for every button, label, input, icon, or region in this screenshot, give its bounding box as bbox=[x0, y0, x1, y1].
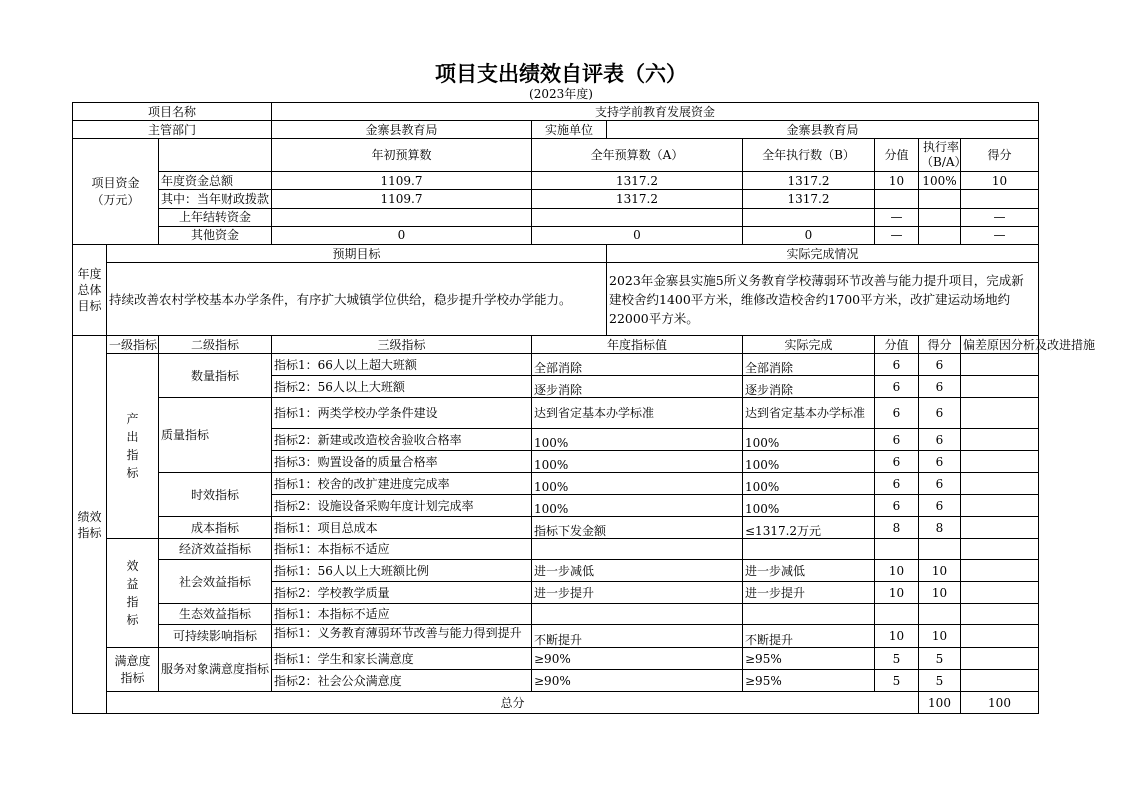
indicator-note bbox=[961, 604, 1039, 625]
indicator-note bbox=[961, 670, 1039, 692]
indicator-score-value: 5 bbox=[875, 648, 919, 670]
page-title: 项目支出绩效自评表（六） bbox=[435, 62, 687, 86]
indicator-actual: 达到省定基本办学标准 bbox=[743, 398, 875, 429]
indicator-target: 进一步减低 bbox=[532, 560, 743, 582]
perf-header-target: 年度指标值 bbox=[532, 336, 743, 354]
indicator-name: 指标2：社会公众满意度 bbox=[272, 670, 532, 692]
indicator-score: 6 bbox=[919, 354, 961, 376]
indicator-score-value: 6 bbox=[875, 495, 919, 517]
indicator-actual: ≥95% bbox=[743, 670, 875, 692]
indicator-name: 指标2：新建或改造校舍验收合格率 bbox=[272, 429, 532, 451]
indicator-score: 6 bbox=[919, 473, 961, 495]
fund-row-annual: 1317.2 bbox=[532, 172, 743, 190]
total-score-value: 100 bbox=[919, 692, 961, 714]
unit-value: 金寨县教育局 bbox=[607, 121, 1039, 139]
indicator-score-value: 6 bbox=[875, 473, 919, 495]
indicator-target: 100% bbox=[532, 495, 743, 517]
fund-row-score-value: 10 bbox=[875, 172, 919, 190]
indicator-name: 指标1：项目总成本 bbox=[272, 517, 532, 539]
perf-header-level3: 三级指标 bbox=[272, 336, 532, 354]
goals-label: 年度总体目标 bbox=[73, 245, 107, 336]
funds-header-score: 得分 bbox=[961, 139, 1039, 172]
indicator-actual: 100% bbox=[743, 473, 875, 495]
indicator-name: 指标1：义务教育薄弱环节改善与能力得到提升 bbox=[272, 625, 532, 648]
indicator-note bbox=[961, 539, 1039, 560]
indicator-note bbox=[961, 648, 1039, 670]
funds-header-annual: 全年预算数（A） bbox=[532, 139, 743, 172]
sub-social: 社会效益指标 bbox=[159, 560, 272, 604]
indicator-actual: ≤1317.2万元 bbox=[743, 517, 875, 539]
indicator-target: 100% bbox=[532, 451, 743, 473]
indicator-target: 达到省定基本办学标准 bbox=[532, 398, 743, 429]
goals-actual-header: 实际完成情况 bbox=[607, 245, 1039, 263]
indicator-score: 8 bbox=[919, 517, 961, 539]
fund-row-exec bbox=[743, 208, 875, 226]
project-name-label: 项目名称 bbox=[73, 103, 272, 121]
perf-header-note: 偏差原因分析及改进措施 bbox=[961, 336, 1039, 354]
indicator-actual: 100% bbox=[743, 429, 875, 451]
fund-row-init bbox=[272, 208, 532, 226]
indicator-name: 指标1：学生和家长满意度 bbox=[272, 648, 532, 670]
indicator-name: 指标3：购置设备的质量合格率 bbox=[272, 451, 532, 473]
report-year: (2023年度) bbox=[529, 87, 593, 101]
sub-sustainable: 可持续影响指标 bbox=[159, 625, 272, 648]
unit-label: 实施单位 bbox=[532, 121, 607, 139]
indicator-target: 100% bbox=[532, 473, 743, 495]
fund-row-init: 0 bbox=[272, 226, 532, 244]
indicator-score-value: 6 bbox=[875, 376, 919, 398]
group-satisfaction: 满意度指标 bbox=[107, 648, 159, 692]
fund-row-rate: 100% bbox=[919, 172, 961, 190]
fund-row-score: 10 bbox=[961, 172, 1039, 190]
fund-row-name: 其中：当年财政拨款 bbox=[159, 190, 272, 208]
sub-cost: 成本指标 bbox=[159, 517, 272, 539]
indicator-note bbox=[961, 473, 1039, 495]
indicator-name: 指标1：校舍的改扩建进度完成率 bbox=[272, 473, 532, 495]
fund-row-annual: 1317.2 bbox=[532, 190, 743, 208]
indicator-name: 指标1：本指标不适应 bbox=[272, 604, 532, 625]
indicator-score: 6 bbox=[919, 376, 961, 398]
indicator-score-value: 6 bbox=[875, 429, 919, 451]
fund-row-score-value bbox=[875, 190, 919, 208]
funds-header-init: 年初预算数 bbox=[272, 139, 532, 172]
indicator-note bbox=[961, 495, 1039, 517]
perf-header-score: 得分 bbox=[919, 336, 961, 354]
indicator-target: 全部消除 bbox=[532, 354, 743, 376]
indicator-actual: 进一步减低 bbox=[743, 560, 875, 582]
fund-row-rate bbox=[919, 226, 961, 244]
indicator-score-value bbox=[875, 539, 919, 560]
fund-row-rate bbox=[919, 208, 961, 226]
indicator-note bbox=[961, 517, 1039, 539]
goals-actual-text: 2023年金寨县实施5所义务教育学校薄弱环节改善与能力提升项目，完成新建校舍约1400平方米，维修改造校舍约1700平方米，改扩建运动场地约22000平方米。 bbox=[607, 263, 1039, 336]
perf-header-level1: 一级指标 bbox=[107, 336, 159, 354]
fund-row-score bbox=[961, 190, 1039, 208]
sub-service: 服务对象满意度指标 bbox=[159, 648, 272, 692]
indicator-actual bbox=[743, 539, 875, 560]
total-label: 总分 bbox=[107, 692, 919, 714]
indicator-score: 6 bbox=[919, 398, 961, 429]
indicator-score bbox=[919, 539, 961, 560]
perf-header-level2: 二级指标 bbox=[159, 336, 272, 354]
group-benefit: 效益指标 bbox=[107, 539, 159, 648]
goals-expected-text: 持续改善农村学校基本办学条件，有序扩大城镇学位供给，稳步提升学校办学能力。 bbox=[107, 263, 607, 336]
indicator-target: 逐步消除 bbox=[532, 376, 743, 398]
indicator-note bbox=[961, 398, 1039, 429]
fund-row-name: 年度资金总额 bbox=[159, 172, 272, 190]
indicator-actual: 100% bbox=[743, 451, 875, 473]
total-score: 100 bbox=[961, 692, 1039, 714]
fund-row-score-value: — bbox=[875, 226, 919, 244]
indicator-target: 进一步提升 bbox=[532, 582, 743, 604]
fund-row-init: 1109.7 bbox=[272, 190, 532, 208]
indicator-score: 6 bbox=[919, 429, 961, 451]
indicator-score: 5 bbox=[919, 670, 961, 692]
fund-row-exec: 1317.2 bbox=[743, 172, 875, 190]
indicator-actual: 全部消除 bbox=[743, 354, 875, 376]
indicator-target: ≥90% bbox=[532, 648, 743, 670]
indicator-target: 不断提升 bbox=[532, 625, 743, 648]
indicator-score-value: 10 bbox=[875, 582, 919, 604]
fund-row-init: 1109.7 bbox=[272, 172, 532, 190]
funds-header-exec: 全年执行数（B） bbox=[743, 139, 875, 172]
indicator-actual: 不断提升 bbox=[743, 625, 875, 648]
dept-label: 主管部门 bbox=[73, 121, 272, 139]
indicator-target bbox=[532, 539, 743, 560]
indicator-score: 6 bbox=[919, 495, 961, 517]
funds-header-blank bbox=[159, 139, 272, 172]
fund-row-name: 其他资金 bbox=[159, 226, 272, 244]
fund-row-score: — bbox=[961, 226, 1039, 244]
indicator-score: 10 bbox=[919, 560, 961, 582]
indicator-score: 6 bbox=[919, 451, 961, 473]
fund-row-score-value: — bbox=[875, 208, 919, 226]
indicator-name: 指标2：56人以上大班额 bbox=[272, 376, 532, 398]
fund-row-exec: 0 bbox=[743, 226, 875, 244]
indicator-score: 10 bbox=[919, 582, 961, 604]
indicator-actual: 100% bbox=[743, 495, 875, 517]
indicator-score-value: 10 bbox=[875, 625, 919, 648]
indicator-name: 指标2：学校教学质量 bbox=[272, 582, 532, 604]
sub-quality: 质量指标 bbox=[159, 398, 272, 473]
funds-header-rate: 执行率（B/A） bbox=[919, 139, 961, 172]
indicator-actual: 逐步消除 bbox=[743, 376, 875, 398]
indicator-score: 10 bbox=[919, 625, 961, 648]
indicator-score-value: 8 bbox=[875, 517, 919, 539]
indicator-note bbox=[961, 560, 1039, 582]
fund-row-name: 上年结转资金 bbox=[159, 208, 272, 226]
indicator-actual: 进一步提升 bbox=[743, 582, 875, 604]
performance-table bbox=[72, 102, 1096, 714]
goals-expected-header: 预期目标 bbox=[107, 245, 607, 263]
perf-header-score-value: 分值 bbox=[875, 336, 919, 354]
indicator-name: 指标1：56人以上大班额比例 bbox=[272, 560, 532, 582]
indicator-score-value: 5 bbox=[875, 670, 919, 692]
project-name-value: 支持学前教育发展资金 bbox=[272, 103, 1039, 121]
fund-row-exec: 1317.2 bbox=[743, 190, 875, 208]
indicator-score-value bbox=[875, 604, 919, 625]
indicator-score: 5 bbox=[919, 648, 961, 670]
fund-row-annual bbox=[532, 208, 743, 226]
group-output: 产出指标 bbox=[107, 354, 159, 539]
fund-row-rate bbox=[919, 190, 961, 208]
indicator-target: 100% bbox=[532, 429, 743, 451]
sub-timeliness: 时效指标 bbox=[159, 473, 272, 517]
perf-header-actual: 实际完成 bbox=[743, 336, 875, 354]
indicator-score-value: 6 bbox=[875, 354, 919, 376]
indicator-score-value: 6 bbox=[875, 398, 919, 429]
perf-label: 绩效指标 bbox=[73, 336, 107, 714]
dept-value: 金寨县教育局 bbox=[272, 121, 532, 139]
indicator-note bbox=[961, 451, 1039, 473]
indicator-name: 指标1：两类学校办学条件建设 bbox=[272, 398, 532, 429]
indicator-note bbox=[961, 376, 1039, 398]
indicator-note bbox=[961, 582, 1039, 604]
indicator-score bbox=[919, 604, 961, 625]
indicator-note bbox=[961, 354, 1039, 376]
indicator-name: 指标1：66人以上超大班额 bbox=[272, 354, 532, 376]
fund-row-annual: 0 bbox=[532, 226, 743, 244]
indicator-score-value: 10 bbox=[875, 560, 919, 582]
indicator-name: 指标1：本指标不适应 bbox=[272, 539, 532, 560]
indicator-name: 指标2：设施设备采购年度计划完成率 bbox=[272, 495, 532, 517]
funds-label: 项目资金（万元） bbox=[73, 139, 159, 245]
funds-header-score-value: 分值 bbox=[875, 139, 919, 172]
indicator-actual: ≥95% bbox=[743, 648, 875, 670]
sub-economic: 经济效益指标 bbox=[159, 539, 272, 560]
fund-row-score: — bbox=[961, 208, 1039, 226]
indicator-target: 指标下发金额 bbox=[532, 517, 743, 539]
sub-ecological: 生态效益指标 bbox=[159, 604, 272, 625]
indicator-target bbox=[532, 604, 743, 625]
indicator-note bbox=[961, 429, 1039, 451]
indicator-actual bbox=[743, 604, 875, 625]
sub-quantity: 数量指标 bbox=[159, 354, 272, 398]
indicator-note bbox=[961, 625, 1039, 648]
indicator-target: ≥90% bbox=[532, 670, 743, 692]
indicator-score-value: 6 bbox=[875, 451, 919, 473]
